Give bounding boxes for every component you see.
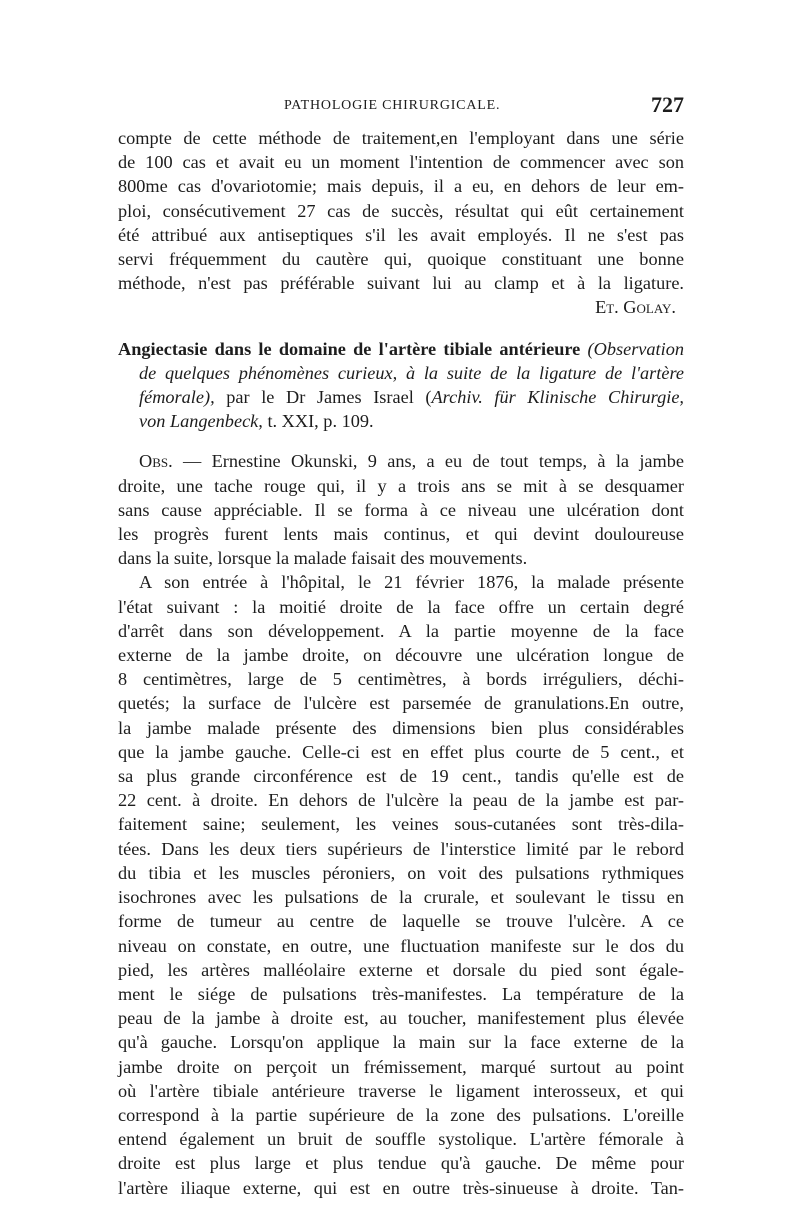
text-line: dans la suite, lorsque la malade faisait des mouvements.: [118, 548, 528, 569]
article-source-line: [118, 385, 684, 409]
text-line: sa plus grande circonférence est de 19 cent., tandis qu'elle est de: [118, 766, 684, 787]
text-line: pied, les artères malléolaire externe et dorsale du pied sont égale-: [118, 959, 684, 980]
text-line: forme de tumeur au centre de laquelle se trouve l'ulcère. A ce: [118, 911, 684, 932]
book-page: [118, 92, 685, 1200]
text-line: tées. Dans les deux tiers supérieurs de l'interstice limité par le rebord: [118, 838, 684, 859]
text-line: droite est plus large et plus tendue qu'à gauche. De même pour: [118, 1153, 684, 1174]
text-line: faitement saine; seulement, les veines sous-cutanées sont très-dila-: [118, 814, 684, 835]
text-line: droite, une tache rouge qui, il y a trois ans se mit à se desquamer: [118, 475, 684, 496]
page-header: [118, 92, 684, 126]
text-line: externe de la jambe droite, on découvre une ulcération longue de: [118, 645, 684, 666]
article-heading: [118, 337, 684, 434]
text-line: qu'à gauche. Lorsqu'on applique la main sur la face externe de la: [118, 1032, 684, 1053]
page-number: 727: [651, 92, 684, 117]
text-line: niveau on constate, en outre, une fluctuation manifeste sur le dos du: [118, 935, 684, 956]
article-title-line: [118, 337, 684, 361]
text-line: de 100 cas et avait eu un moment l'intention de commencer avec son: [118, 152, 684, 173]
article-source-line: [118, 409, 684, 433]
text-line: compte de cette méthode de traitement,en l'employant dans une série: [118, 128, 684, 148]
text-line: ploi, consécutivement 27 cas de succès, résultat qui eût certainement: [118, 200, 684, 221]
text-line: isochrones avec les pulsations de la crurale, et soulevant le tissu en: [118, 887, 684, 908]
observation-section: [118, 449, 684, 1199]
continued-paragraph: [118, 126, 684, 295]
article-title: Angiectasie dans le domaine de l'artère tibiale antérieure: [118, 338, 581, 359]
text-line: été attribué aux antiseptiques s'il les avait employés. Il ne s'est pas: [118, 224, 684, 245]
article-source-start: (Observation: [587, 338, 684, 359]
obs-label: Obs.: [139, 451, 173, 472]
article-author: par le Dr James Israel (: [214, 387, 432, 408]
text-line: que la jambe gauche. Celle-ci est en effet plus courte de 5 cent., et: [118, 741, 684, 762]
article-journal-editor: von Langenbeck,: [139, 411, 263, 432]
running-head: PATHOLOGIE CHIRURGICALE.: [284, 98, 501, 113]
text-line: peau de la jambe à droite est, au toucher, manifestement plus élevée: [118, 1008, 684, 1029]
text-line: 22 cent. à droite. En dehors de l'ulcère la peau de la jambe est par-: [118, 790, 684, 811]
text-line: 8 centimètres, large de 5 centimètres, à bords irréguliers, déchi-: [118, 669, 684, 690]
article-source-line: [118, 361, 684, 385]
text-line: 800me cas d'ovariotomie; mais depuis, il a eu, en dehors de leur em-: [118, 176, 684, 197]
obs-first-line: — Ernestine Okunski, 9 ans, a eu de tout temps, à la jambe: [172, 451, 684, 472]
text-line: l'artère iliaque externe, qui est en outre très-sinueuse à droite. Tan-: [118, 1177, 684, 1198]
article-source-italic: fémorale),: [139, 387, 215, 408]
text-line: d'arrêt dans son développement. A la partie moyenne de la face: [118, 620, 684, 641]
observation-paragraph-2: [118, 570, 684, 1199]
text-line: servi fréquemment du cautère qui, quoique constituant une bonne: [118, 249, 684, 270]
text-line: [118, 449, 684, 473]
text-line: où l'artère tibiale antérieure traverse le ligament interosseux, et qui: [118, 1080, 684, 1101]
author-signature: Et. Golay.: [595, 297, 676, 318]
text-line: du tibia et les muscles péroniers, on voit des pulsations rythmiques: [118, 862, 684, 883]
text-line: la jambe malade présente des dimensions bien plus considérables: [118, 717, 684, 738]
article-journal: Archiv. für Klinische Chirurgie,: [431, 387, 685, 408]
text-line: l'état suivant : la moitié droite de la face offre un certain degré: [118, 596, 684, 617]
article-source-text: de quelques phénomènes curieux, à la suite de la ligature de l'artère: [139, 362, 684, 383]
text-line: sans cause appréciable. Il se forma à ce niveau une ulcération dont: [118, 499, 684, 520]
text-line: les progrès furent lents mais continus, et qui devint douloureuse: [118, 524, 684, 545]
text-line: méthode, n'est pas préférable suivant lui au clamp et à la ligature.: [118, 273, 684, 294]
text-line: correspond à la partie supérieure de la zone des pulsations. L'oreille: [118, 1104, 684, 1125]
text-line: A son entrée à l'hôpital, le 21 février 1876, la malade présente: [139, 572, 684, 593]
article-volume: t. XXI, p. 109.: [262, 411, 374, 432]
text-line: jambe droite on perçoit un frémissement, marqué surtout au point: [118, 1056, 684, 1077]
text-line: quetés; la surface de l'ulcère est parsemée de granulations.En outre,: [118, 693, 684, 714]
text-line: ment le siége de pulsations très-manifestes. La température de la: [118, 983, 684, 1004]
text-line: entend également un bruit de souffle systolique. L'artère fémorale à: [118, 1129, 684, 1150]
observation-paragraph-1: [118, 449, 684, 570]
